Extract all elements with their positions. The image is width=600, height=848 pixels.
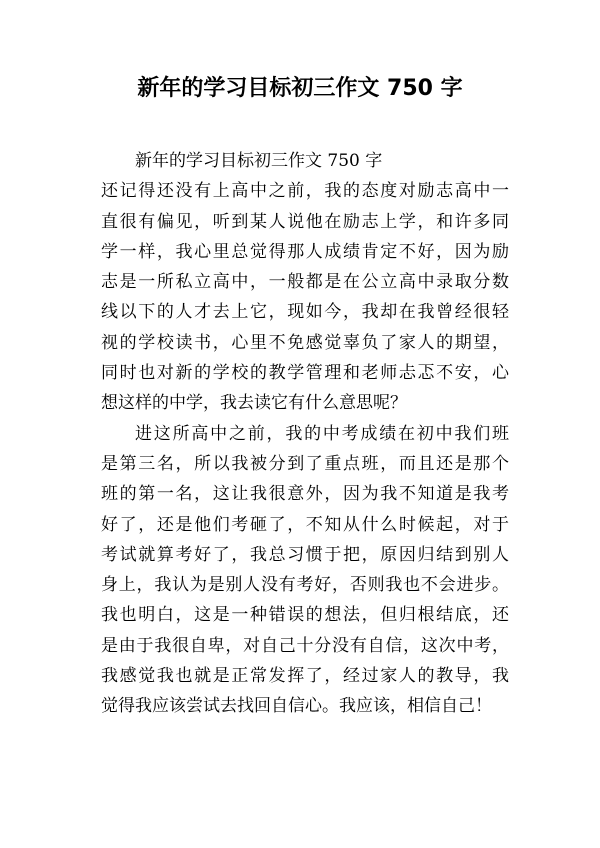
text-line: 考试就算考好了，我总习惯于把，原因归结到别人 xyxy=(101,544,509,565)
text-line: 学一样，我心里总觉得那人成绩肯定不好，因为励 xyxy=(101,241,509,262)
text-line: 还记得还没有上高中之前，我的态度对励志高中一 xyxy=(101,181,509,202)
document-body xyxy=(101,146,509,722)
text-line: 直很有偏见，听到某人说他在励志上学，和许多同 xyxy=(101,211,509,232)
text-line: 觉得我应该尝试去找回自信心。我应该，相信自己！ xyxy=(101,696,492,717)
text-line: 视的学校读书，心里不免感觉辜负了家人的期望， xyxy=(101,332,509,353)
text-line: 进这所高中之前，我的中考成绩在初中我们班 xyxy=(135,423,509,444)
text-line: 想这样的中学，我去读它有什么意思呢？ xyxy=(101,393,407,414)
text-line: 身上，我认为是别人没有考好，否则我也不会进步。 xyxy=(101,575,509,596)
text-line: 是第三名，所以我被分到了重点班，而且还是那个 xyxy=(101,453,509,474)
document-subtitle: 新年的学习目标初三作文 750 字 xyxy=(135,151,383,171)
paragraph-2 xyxy=(101,419,509,722)
text-line: 同时也对新的学校的教学管理和老师忐忑不安，心 xyxy=(101,363,509,384)
paragraph-1 xyxy=(101,176,509,418)
text-line: 线以下的人才去上它，现如今，我却在我曾经很轻 xyxy=(101,302,509,323)
text-line: 志是一所私立高中，一般都是在公立高中录取分数 xyxy=(101,272,509,293)
text-line: 好了，还是他们考砸了，不知从什么时候起，对于 xyxy=(101,514,509,535)
document-title: 新年的学习目标初三作文 750 字 xyxy=(137,76,463,101)
text-line: 是由于我很自卑，对自己十分没有自信，这次中考， xyxy=(101,635,509,656)
text-line: 我感觉我也就是正常发挥了，经过家人的教导，我 xyxy=(101,666,509,687)
text-line: 我也明白，这是一种错误的想法，但归根结底，还 xyxy=(101,605,509,626)
text-line: 班的第一名，这让我很意外，因为我不知道是我考 xyxy=(101,484,509,505)
